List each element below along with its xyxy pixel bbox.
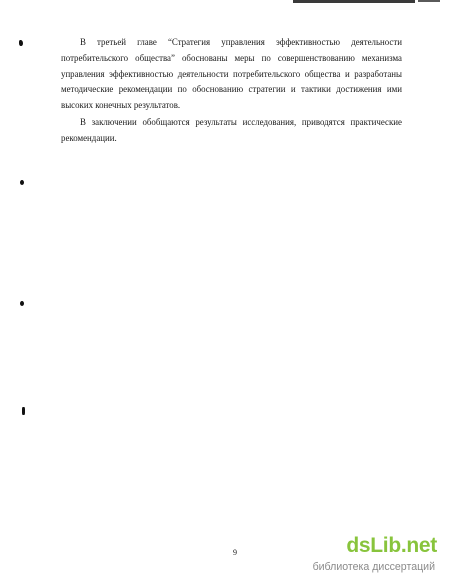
binding-hole-mark — [20, 180, 24, 185]
dslib-watermark — [312, 534, 437, 578]
paragraph-chapter-three: В третьей главе “Стратегия управления эффективностью деятельности потребительского общества” обоснованы меры по совершенствованию механизма управления эффективностью деятельности потребительского общества и разработаны методические рекомендации по обоснованию стратегии и тактики достижения ими высоких конечных результатов. — [61, 37, 402, 111]
page-number: 9 — [233, 548, 237, 557]
binding-hole-mark — [20, 301, 24, 306]
watermark-subtitle: библиотека диссертаций — [312, 561, 435, 573]
top-edge-line-short — [418, 0, 440, 2]
document-body — [61, 35, 402, 147]
binding-hole-mark — [19, 40, 23, 46]
top-edge-line — [293, 0, 415, 3]
binding-hole-mark — [22, 407, 25, 415]
paragraph-conclusion: В заключении обобщаются результаты исследования, приводятся практические рекомендации. — [61, 116, 402, 143]
watermark-logo: dsLib.net — [346, 534, 437, 557]
